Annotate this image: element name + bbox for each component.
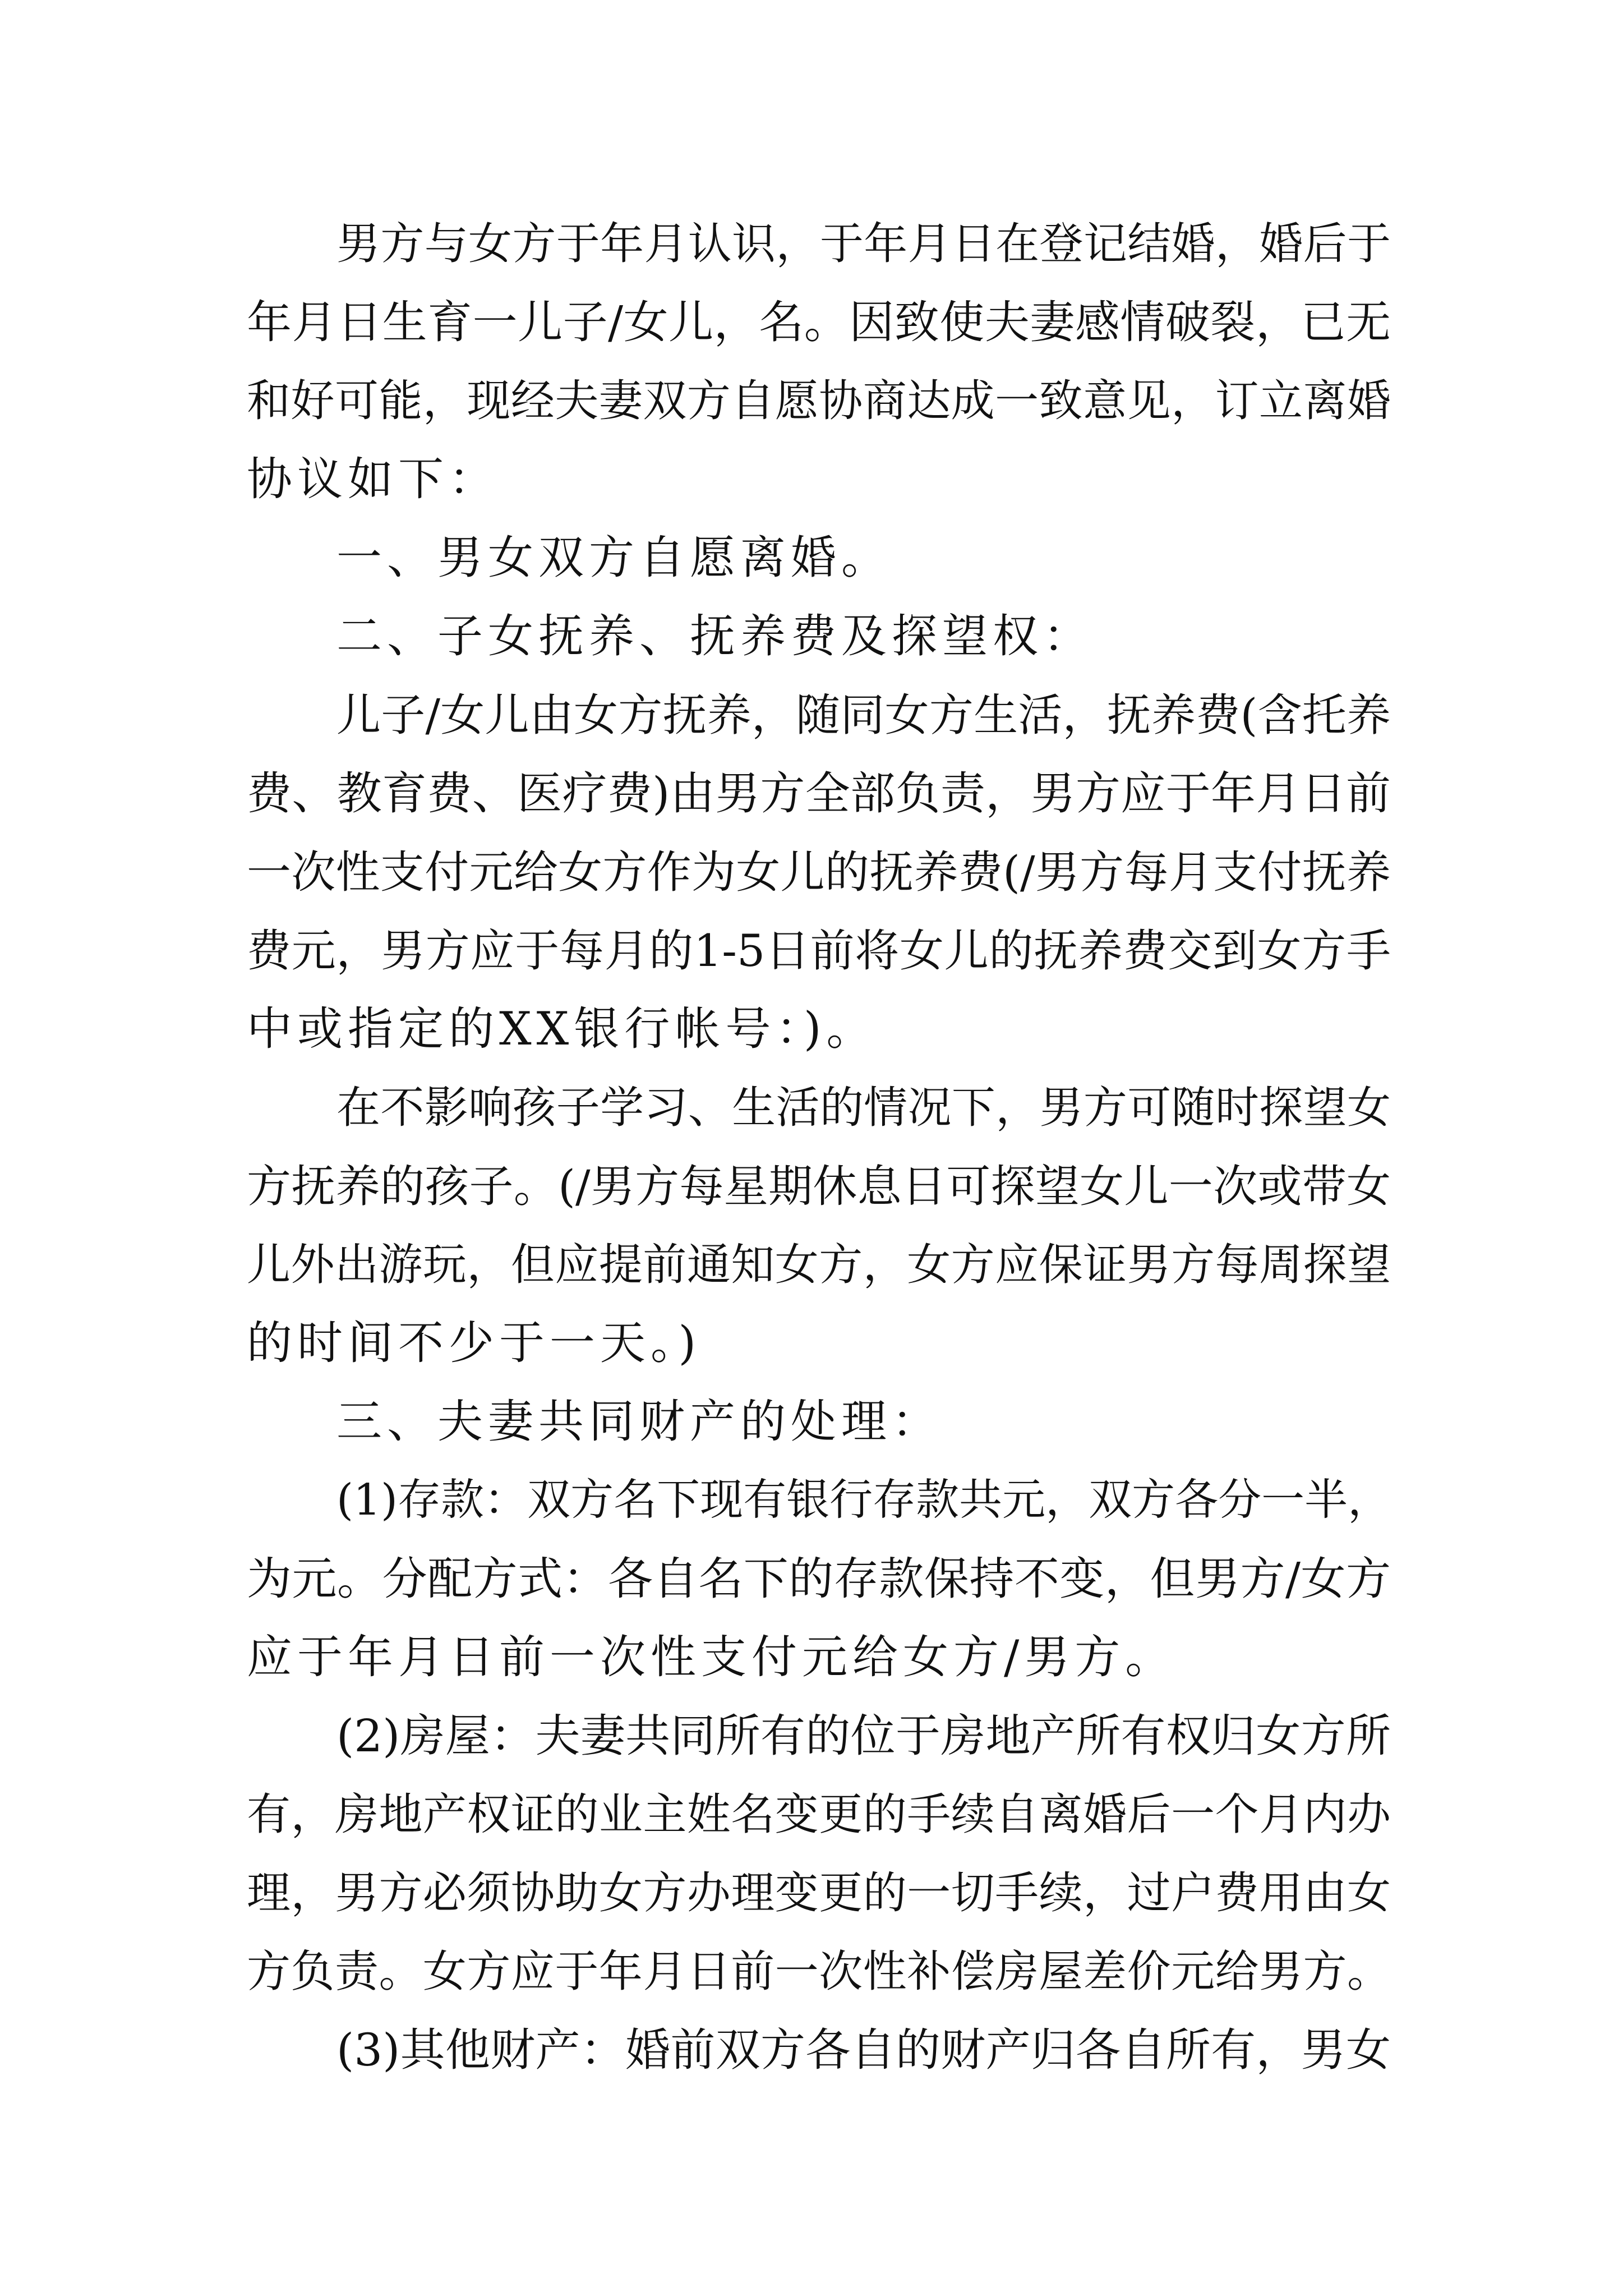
section-heading: 一、男女双方自愿离婚。 bbox=[336, 532, 892, 585]
paragraph-line: 方抚养的孩子。(/男方每星期休息日可探望女儿一次或带女 bbox=[247, 1161, 1391, 1212]
paragraph-line: 儿外出游玩，但应提前通知女方，女方应保证男方每周探望 bbox=[247, 1240, 1391, 1290]
paragraph-line: 和好可能，现经夫妻双方自愿协商达成一致意见，订立离婚 bbox=[247, 376, 1391, 426]
section-heading: 三、夫妻共同财产的处理： bbox=[336, 1396, 943, 1448]
paragraph-line: 儿子/女儿由女方抚养，随同女方生活，抚养费(含托养 bbox=[336, 689, 1391, 741]
paragraph-line: 费、教育费、医疗费)由男方全部负责，男方应于年月日前 bbox=[247, 767, 1391, 820]
paragraph-line: 费元，男方应于每月的1-5日前将女儿的抚养费交到女方手 bbox=[247, 925, 1391, 977]
paragraph-line: 年月日生育一儿子/女儿，名。因致使夫妻感情破裂，已无 bbox=[247, 296, 1391, 348]
paragraph-line: 有，房地产权证的业主姓名变更的手续自离婚后一个月内办 bbox=[247, 1789, 1391, 1840]
paragraph-line: 男方与女方于年月认识，于年月日在登记结婚，婚后于 bbox=[336, 219, 1391, 269]
paragraph-line: 在不影响孩子学习、生活的情况下，男方可随时探望女 bbox=[336, 1083, 1391, 1133]
paragraph-line: 一次性支付元给女方作为女儿的抚养费(/男方每月支付抚养 bbox=[247, 846, 1391, 898]
paragraph-line: 协议如下： bbox=[247, 453, 500, 506]
paragraph-line: (3)其他财产：婚前双方各自的财产归各自所有，男女 bbox=[336, 2024, 1391, 2076]
paragraph-line: 应于年月日前一次性支付元给女方/男方。 bbox=[247, 1631, 1176, 1684]
paragraph-line: (1)存款：双方名下现有银行存款共元，双方各分一半， bbox=[336, 1475, 1391, 1525]
paragraph-line: 为元。分配方式：各自名下的存款保持不变，但男方/女方 bbox=[247, 1553, 1391, 1605]
paragraph-line: 理，男方必须协助女方办理变更的一切手续，过户费用由女 bbox=[247, 1868, 1391, 1918]
section-heading: 二、子女抚养、抚养费及探望权： bbox=[336, 610, 1094, 663]
paragraph-line: 中或指定的XX银行帐号：)。 bbox=[247, 1003, 877, 1056]
paragraph-line: (2)房屋：夫妻共同所有的位于房地产所有权归女方所 bbox=[336, 1710, 1391, 1762]
paragraph-line: 方负责。女方应于年月日前一次性补偿房屋差价元给男方。 bbox=[247, 1947, 1391, 1997]
paragraph-line: 的时间不少于一天。) bbox=[247, 1317, 702, 1370]
